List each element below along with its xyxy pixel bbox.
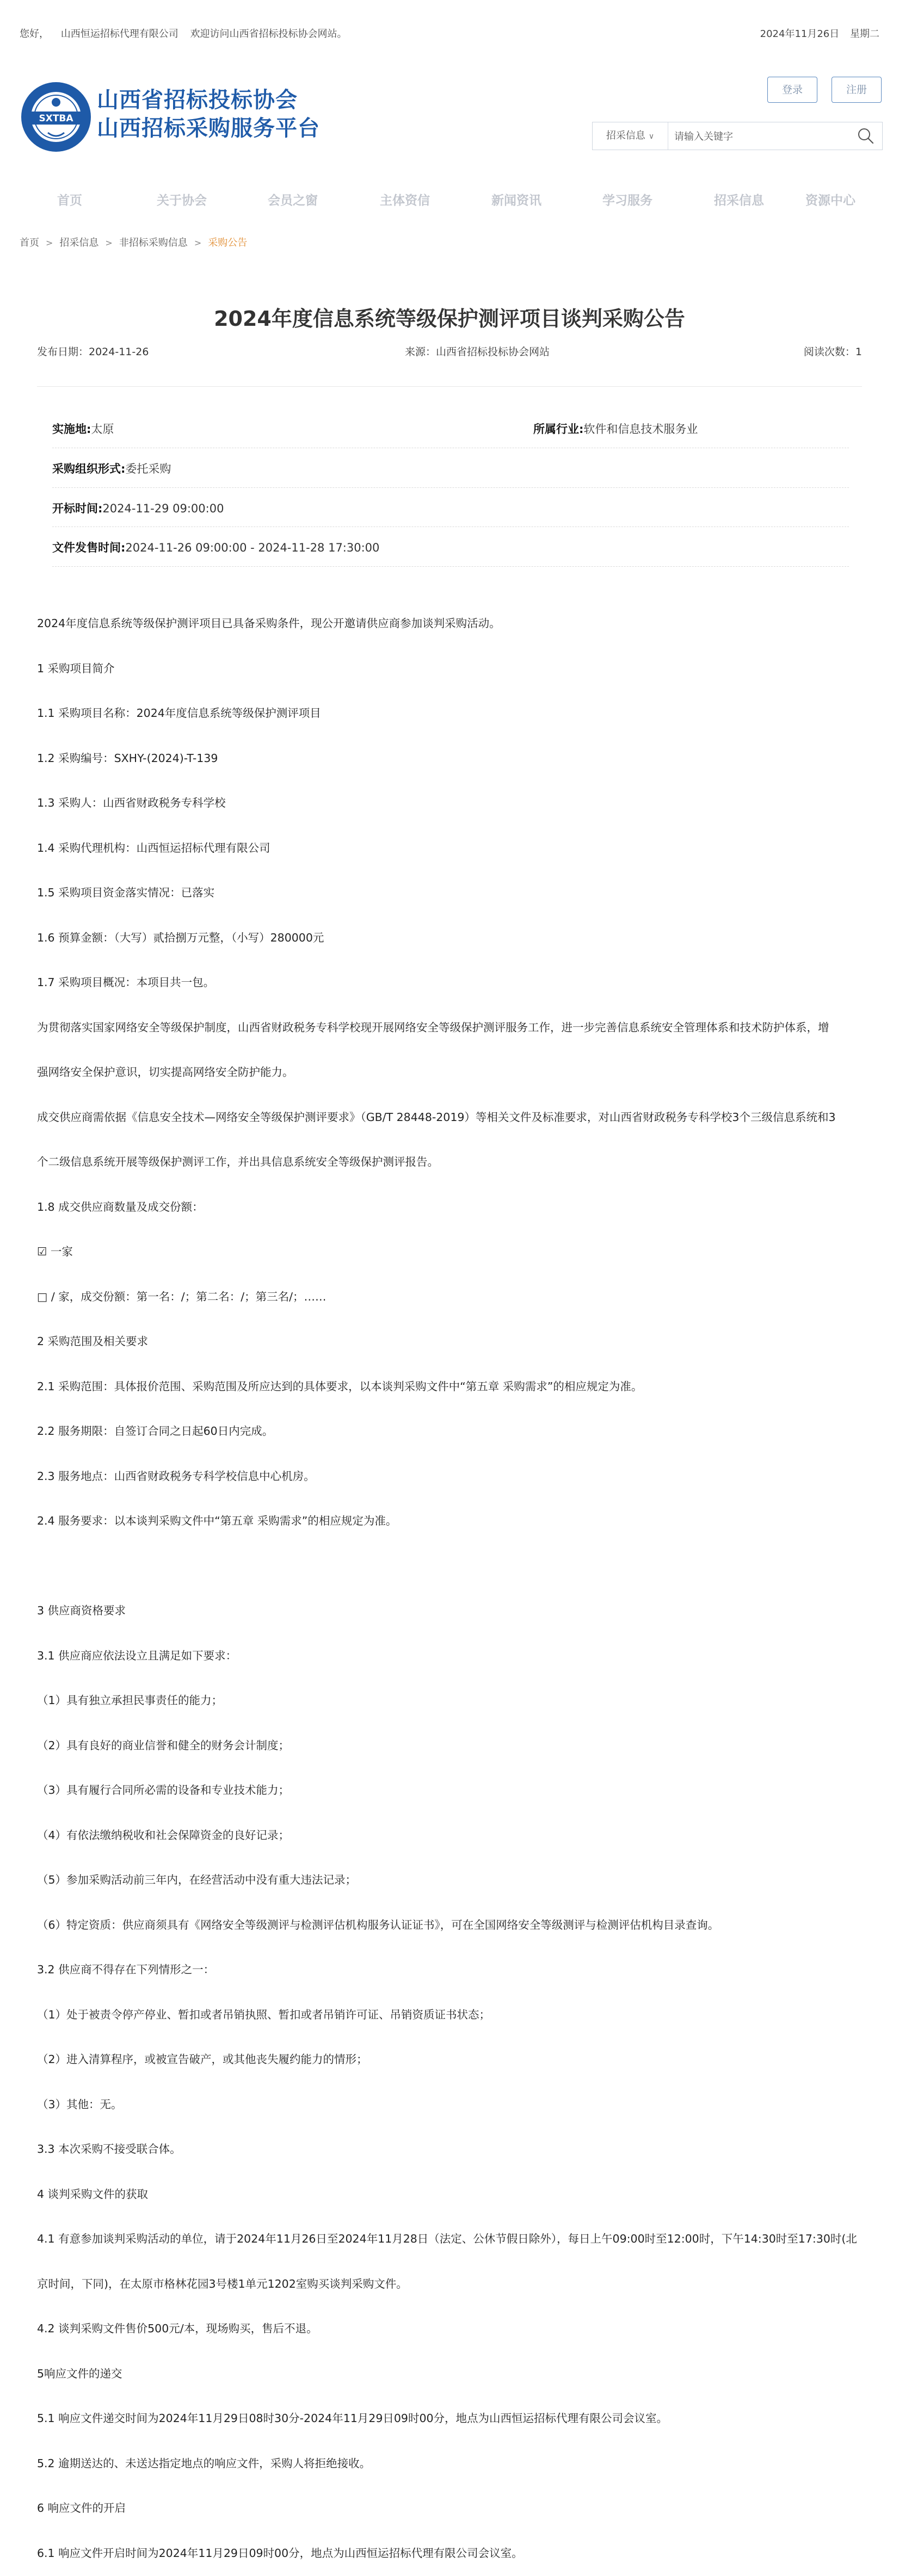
body-paragraph: 5.1 响应文件递交时间为2024年11月29日08时30分-2024年11月29日09时00分，地点为山西恒运招标代理有限公司会议室。 <box>37 2412 668 2425</box>
current-weekday: 星期二 <box>850 28 879 40</box>
view-count: 阅读次数：1 <box>803 346 862 358</box>
body-paragraph: （6）特定资质：供应商须具有《网络安全等级测评与检测评估机构服务认证证书》，可在全国网络安全等级测评与检测评估机构目录查询。 <box>37 1918 719 1931</box>
body-paragraph: 1.6 预算金额：（大写）贰拾捌万元整，（小写）280000元 <box>37 931 324 944</box>
doc-time-value: 2024-11-26 09:00:00 - 2024-11-28 17:30:00 <box>125 541 380 554</box>
body-paragraph: （2）具有良好的商业信誉和健全的财务会计制度； <box>37 1738 290 1752</box>
org-form-value: 委托采购 <box>125 462 171 475</box>
body-paragraph: □ / 家，成交份额：第一名：/；第二名：/；第三名/；…… <box>37 1290 327 1303</box>
nav-item-credit[interactable]: 主体资信 <box>380 194 430 208</box>
chevron-right-icon: > <box>46 238 53 248</box>
body-paragraph: （3）具有履行合同所必需的设备和专业技术能力； <box>37 1784 290 1797</box>
info-row-doc-time <box>52 539 849 555</box>
body-paragraph: 2 采购范围及相关要求 <box>37 1335 149 1348</box>
logo-line-1: 山西省招标投标协会 <box>97 88 298 113</box>
location-label: 实施地: <box>52 423 91 436</box>
nav-item-members[interactable]: 会员之窗 <box>268 194 318 208</box>
body-paragraph: （5）参加采购活动前三年内，在经营活动中没有重大违法记录； <box>37 1873 357 1886</box>
body-paragraph: 2024年度信息系统等级保护测评项目已具备采购条件，现公开邀请供应商参加谈判采购活动。 <box>37 617 501 630</box>
body-paragraph: 1.3 采购人：山西省财政税务专科学校 <box>37 796 226 809</box>
body-paragraph: 3.3 本次采购不接受联合体。 <box>37 2142 181 2156</box>
search-bar <box>592 122 883 150</box>
body-paragraph: 4.1 有意参加谈判采购活动的单位，请于2024年11月26日至2024年11月28日（法定、公休节假日除外），每日上午09:00时至12:00时，下午14:30时至17:30时(北 <box>37 2232 857 2245</box>
industry-field <box>533 420 698 437</box>
body-paragraph <box>37 1559 870 1574</box>
publish-date: 发布日期：2024-11-26 <box>37 346 149 358</box>
body-paragraph: 5.2 逾期送达的、未送达指定地点的响应文件，采购人将拒绝接收。 <box>37 2456 371 2470</box>
open-time-label: 开标时间: <box>52 502 103 515</box>
doc-time-label: 文件发售时间: <box>52 541 126 554</box>
article-meta <box>37 344 862 359</box>
breadcrumb-procurement[interactable]: 招采信息 <box>59 237 99 249</box>
body-paragraph: 1 采购项目简介 <box>37 661 115 675</box>
logo-title <box>97 86 320 143</box>
org-form-label: 采购组织形式: <box>52 462 126 475</box>
nav-item-learning[interactable]: 学习服务 <box>602 194 652 208</box>
user-company[interactable]: 山西恒运招标代理有限公司 <box>60 28 178 40</box>
body-paragraph: （1）处于被责令停产停业、暂扣或者吊销执照、暂扣或者吊销许可证、吊销资质证书状态； <box>37 2008 491 2021</box>
search-category-label: 招采信息 <box>606 130 645 141</box>
nav-item-news[interactable]: 新闻资讯 <box>491 194 541 208</box>
body-paragraph: 1.4 采购代理机构：山西恒运招标代理有限公司 <box>37 841 270 854</box>
nav-item-home[interactable]: 首页 <box>57 194 82 208</box>
search-icon[interactable] <box>857 127 875 145</box>
body-paragraph: （4）有依法缴纳税收和社会保障资金的良好记录； <box>37 1828 290 1842</box>
info-divider <box>52 566 849 567</box>
nav-item-procurement[interactable]: 招采信息 <box>714 194 764 208</box>
body-paragraph: （1）具有独立承担民事责任的能力； <box>37 1694 223 1707</box>
search-input[interactable] <box>673 128 839 145</box>
body-paragraph: 1.5 采购项目资金落实情况：已落实 <box>37 886 215 899</box>
body-paragraph: 强网络安全保护意识，切实提高网络安全防护能力。 <box>37 1066 294 1079</box>
location-value: 太原 <box>91 423 114 436</box>
open-time-value: 2024-11-29 09:00:00 <box>102 502 224 515</box>
body-paragraph: 2.3 服务地点：山西省财政税务专科学校信息中心机房。 <box>37 1469 315 1483</box>
body-paragraph: 1.7 采购项目概况：本项目共一包。 <box>37 976 215 989</box>
greeting-group <box>20 26 355 40</box>
body-paragraph: 成交供应商需依据《信息安全技术—网络安全等级保护测评要求》（GB/T 28448-2019）等相关文件及标准要求，对山西省财政税务专科学校3个三级信息系统和3 <box>37 1110 836 1124</box>
info-row-location <box>52 420 849 437</box>
body-paragraph: 5响应文件的递交 <box>37 2367 122 2380</box>
association-seal-icon <box>20 81 93 153</box>
body-paragraph: 2.1 采购范围：具体报价范围、采购范围及所应达到的具体要求，以本谈判采购文件中“第五章 采购需求”的相应规定为准。 <box>37 1379 643 1393</box>
info-row-open-time <box>52 500 849 516</box>
nav-item-about[interactable]: 关于协会 <box>157 194 207 208</box>
register-button[interactable]: 注册 <box>832 77 882 103</box>
body-paragraph: 1.2 采购编号：SXHY-(2024)-T-139 <box>37 751 218 765</box>
body-paragraph: 3.2 供应商不得存在下列情形之一： <box>37 1963 215 1976</box>
article-body <box>37 586 870 2576</box>
date-display <box>753 26 879 40</box>
login-button[interactable]: 登录 <box>767 77 817 103</box>
body-paragraph: ☑ 一家 <box>37 1245 73 1258</box>
body-paragraph: 6.1 响应文件开启时间为2024年11月29日09时00分，地点为山西恒运招标代理有限公司会议室。 <box>37 2546 523 2560</box>
main-nav <box>20 190 879 214</box>
chevron-down-icon: ∨ <box>648 132 655 141</box>
article-title: 2024年度信息系统等级保护测评项目谈判采购公告 <box>214 307 685 331</box>
body-paragraph: 4.2 谈判采购文件售价500元/本，现场购买，售后不退。 <box>37 2322 318 2335</box>
body-paragraph: （3）其他：无。 <box>37 2097 122 2111</box>
chevron-right-icon: > <box>194 238 202 248</box>
header-divider <box>37 386 862 387</box>
info-divider <box>52 487 849 488</box>
body-paragraph: 京时间，下同)，在太原市格林花园3号楼1单元1202室购买谈判采购文件。 <box>37 2277 408 2290</box>
welcome-text: 欢迎访问山西省招标投标协会网站。 <box>190 28 347 40</box>
body-paragraph: 3 供应商资格要求 <box>37 1604 126 1617</box>
nav-item-resources[interactable]: 资源中心 <box>805 194 855 208</box>
industry-value: 软件和信息技术服务业 <box>583 423 698 436</box>
site-logo[interactable] <box>20 81 324 157</box>
breadcrumb <box>20 235 247 249</box>
body-paragraph: 1.1 采购项目名称：2024年度信息系统等级保护测评项目 <box>37 707 321 720</box>
chevron-right-icon: > <box>105 238 113 248</box>
industry-label: 所属行业: <box>533 423 584 436</box>
current-date: 2024年11月26日 <box>760 28 840 40</box>
body-paragraph: 3.1 供应商应依法设立且满足如下要求： <box>37 1649 237 1662</box>
breadcrumb-non-tender[interactable]: 非招标采购信息 <box>119 237 188 249</box>
article-source: 来源：山西省招标投标协会网站 <box>405 346 550 358</box>
search-category-select[interactable] <box>593 122 668 150</box>
top-bar <box>20 26 879 42</box>
seal-text: SXTBA <box>39 113 73 124</box>
breadcrumb-home[interactable]: 首页 <box>20 237 39 249</box>
info-row-org-form <box>52 460 849 476</box>
body-paragraph: 6 响应文件的开启 <box>37 2501 126 2515</box>
body-paragraph: 个二级信息系统开展等级保护测评工作，并出具信息系统安全等级保护测评报告。 <box>37 1155 439 1168</box>
body-paragraph: （2）进入清算程序，或被宣告破产，或其他丧失履约能力的情形； <box>37 2053 368 2066</box>
body-paragraph: 2.2 服务期限：自签订合同之日起60日内完成。 <box>37 1425 274 1438</box>
body-paragraph: 4 谈判采购文件的获取 <box>37 2187 149 2201</box>
logo-line-2: 山西招标采购服务平台 <box>97 116 320 141</box>
body-paragraph: 为贯彻落实国家网络安全等级保护制度，山西省财政税务专科学校现开展网络安全等级保护测评服务工作，进一步完善信息系统安全管理体系和技术防护体系，增 <box>37 1020 829 1034</box>
body-paragraph: 2.4 服务要求：以本谈判采购文件中“第五章 采购需求”的相应规定为准。 <box>37 1514 397 1527</box>
greeting-text: 您好， <box>20 28 49 40</box>
breadcrumb-current: 采购公告 <box>208 237 248 249</box>
body-paragraph: 1.8 成交供应商数量及成交份额： <box>37 1200 204 1213</box>
